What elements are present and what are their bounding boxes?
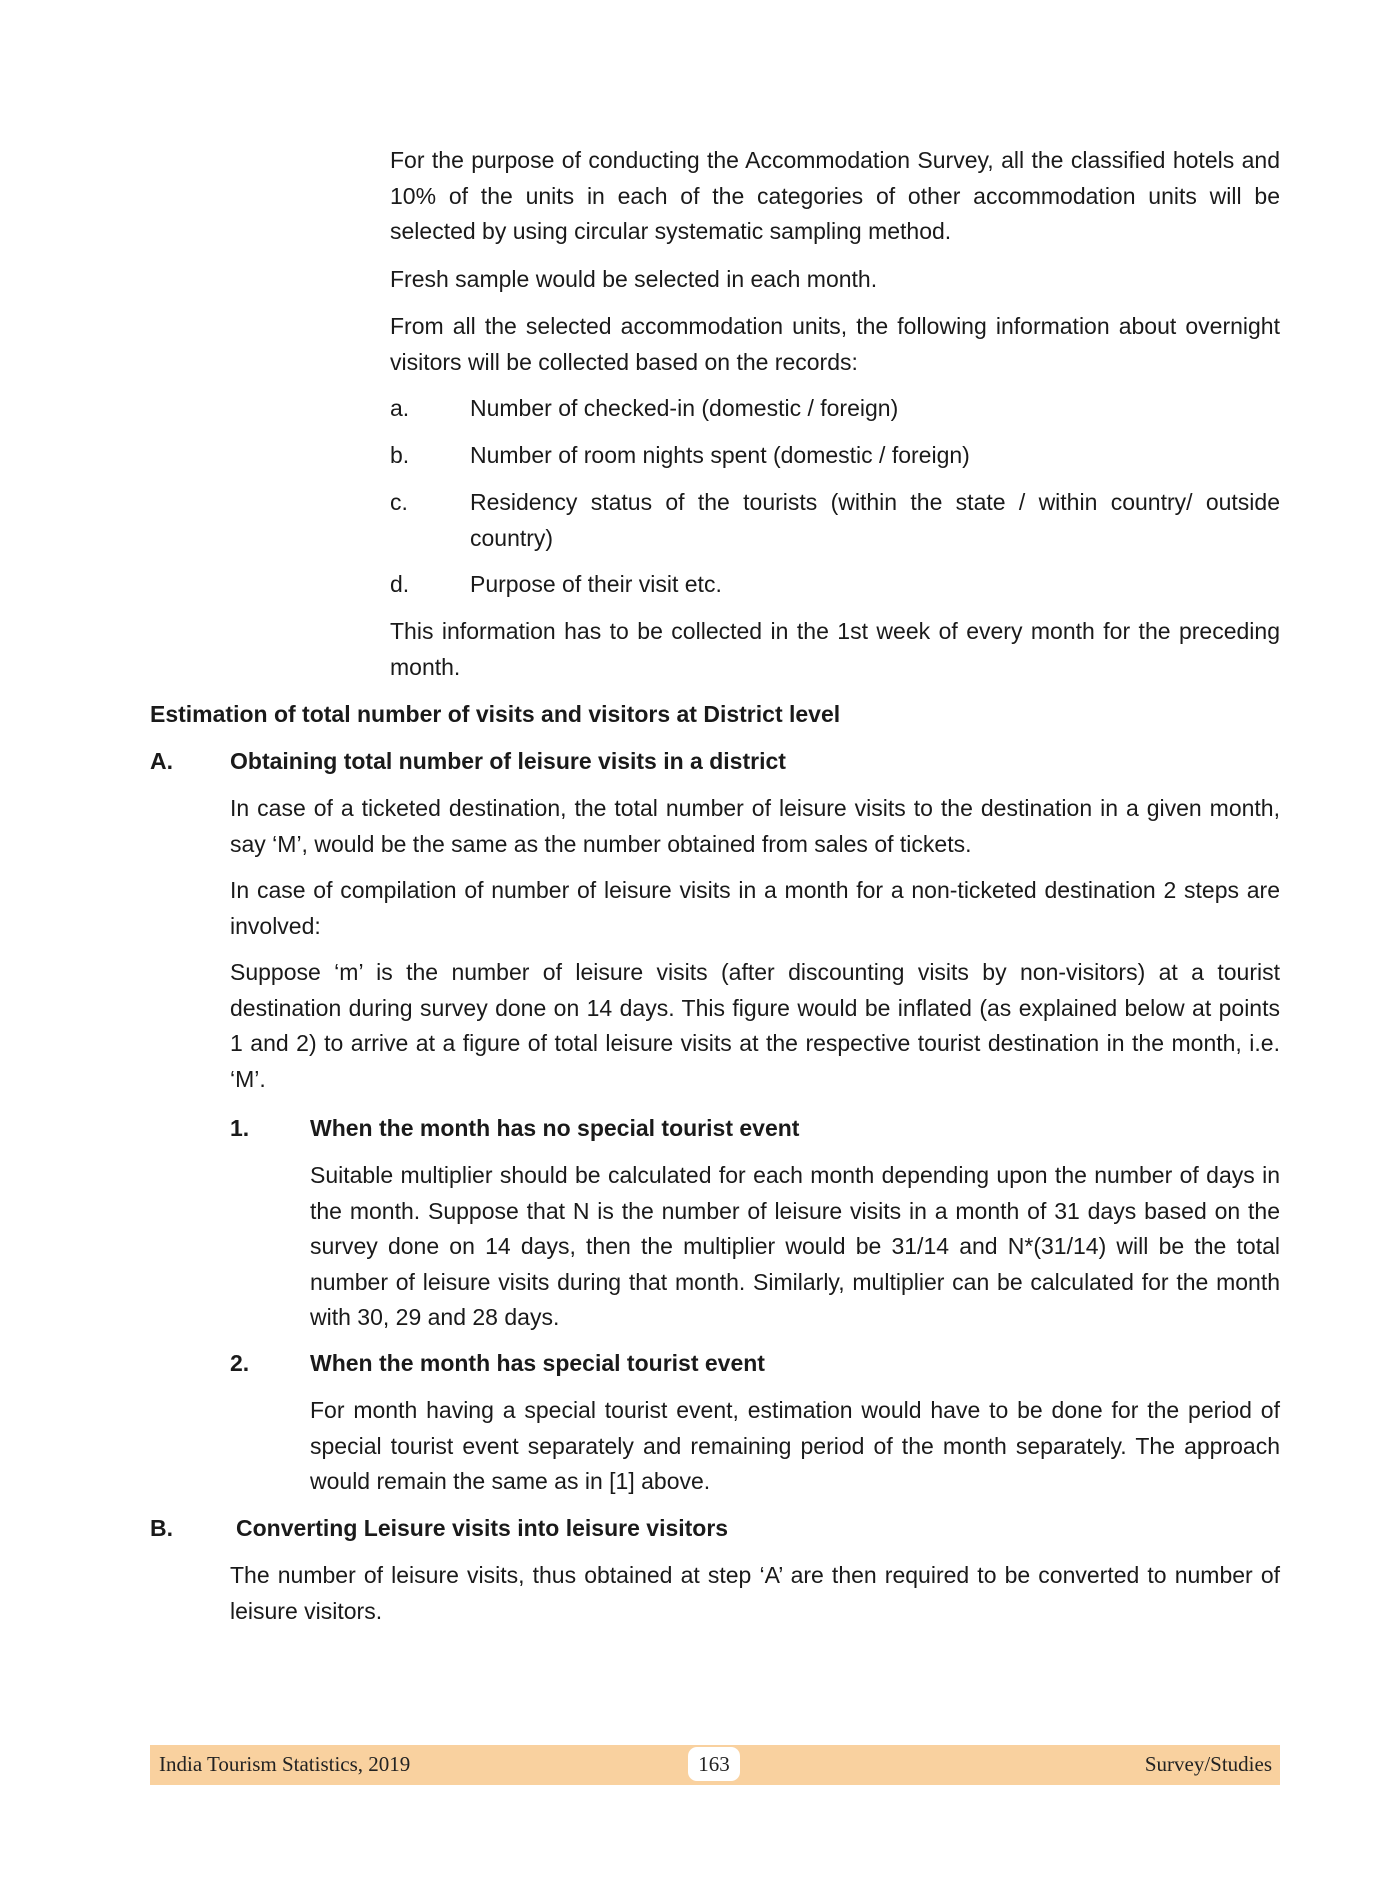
survey-paragraph-4: This information has to be collected in the 1st week of every month for the preceding month. [390,618,1280,680]
section-b-title: Converting Leisure visits into leisure visitors [236,1515,729,1541]
subsection-2-label: 2. [230,1350,250,1376]
footer-section-title: Survey/Studies [1144,1752,1272,1776]
subsection-1-label: 1. [230,1115,250,1141]
page-number: 163 [688,1747,740,1781]
section-a-paragraph-1: In case of a ticketed destination, the total number of leisure visits to the destination in a given month, say ‘M’, would be the same as the number obtained from sales of tickets. [230,795,1280,857]
subsection-1-text: Suitable multiplier should be calculated for each month depending upon the number of days in the month. Suppose that N is the number of leisure visits in a month of 31 days based on the survey done on 14 days, then the multiplier would be 31/14 and N*(31/14) will be the total number of leisure visits during that month. Similarly, multiplier can be calculated for the month with 30, 29 and 28 days. [310,1162,1280,1330]
page-footer [150,1745,1280,1785]
list-item-label: c. [390,489,408,515]
section-a-paragraph-2: In case of compilation of number of leisure visits in a month for a non-ticketed destination 2 steps are involved: [230,877,1280,939]
subsection-2-text: For month having a special tourist event, estimation would have to be done for the period of special tourist event separately and remaining period of the month separately. The approach would remain the same as in [1] above. [310,1397,1280,1494]
section-b-label: B. [150,1515,173,1541]
section-b-paragraph: The number of leisure visits, thus obtained at step ‘A’ are then required to be converted to number of leisure visitors. [230,1562,1280,1624]
list-item-label: d. [390,571,410,597]
section-heading: Estimation of total number of visits and visitors at District level [150,701,841,727]
survey-paragraph-2: Fresh sample would be selected in each month. [390,266,878,292]
survey-paragraph-3: From all the selected accommodation units, the following information about overnight visitors will be collected based on the records: [390,313,1280,375]
list-item: Number of checked-in (domestic / foreign) [470,395,899,421]
list-item: Residency status of the tourists (within the state / within country/ outside country) [470,489,1280,551]
footer-publication-title: India Tourism Statistics, 2019 [159,1752,411,1776]
list-item: Purpose of their visit etc. [470,571,722,597]
subsection-1-title: When the month has no special tourist event [310,1115,800,1141]
section-a-label: A. [150,748,173,774]
list-item: Number of room nights spent (domestic / foreign) [470,442,970,468]
survey-paragraph-1: For the purpose of conducting the Accommodation Survey, all the classified hotels and 10% of the units in each of the categories of other accommodation units will be selected by using circular systematic sampling method. [390,147,1280,244]
subsection-2-title: When the month has special tourist event [310,1350,765,1376]
list-item-label: b. [390,442,410,468]
section-a-paragraph-3: Suppose ‘m’ is the number of leisure visits (after discounting visits by non-visitors) at a tourist destination during survey done on 14 days. This figure would be inflated (as explained below at points 1 and 2) to arrive at a figure of total leisure visits at the respective tourist destination in the month, i.e. ‘M’. [230,959,1280,1092]
section-a-title: Obtaining total number of leisure visits in a district [230,748,786,774]
list-item-label: a. [390,395,410,421]
